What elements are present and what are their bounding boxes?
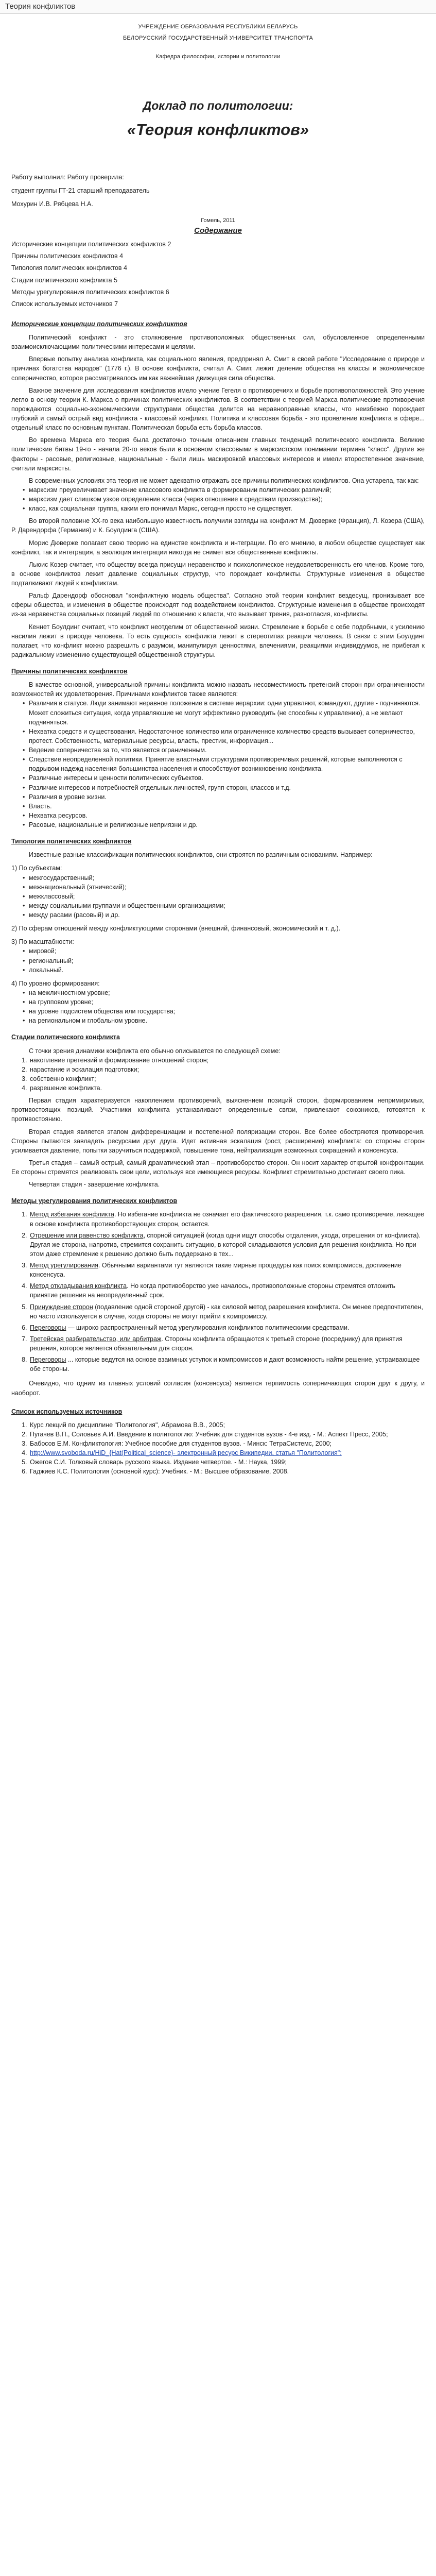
toc-item[interactable]: Стадии политического конфликта 5 bbox=[11, 276, 118, 284]
list-item: • Различные интересы и ценности политических субъектов. bbox=[23, 773, 425, 783]
group-label: 3) По масштабности: bbox=[11, 938, 74, 946]
section-heading: Типология политических конфликтов bbox=[11, 838, 132, 845]
toc-item[interactable]: Список используемых источников 7 bbox=[11, 300, 118, 308]
list-item: 1. накопление претензий и формирование отношений сторон; bbox=[29, 1056, 425, 1065]
header-block bbox=[11, 23, 425, 61]
method-name: Переговоры bbox=[30, 1356, 66, 1364]
source-link[interactable]: http://www.svoboda.ru/HiD_{Hat(Political_science}- электронный ресурс Википедии, статья "Политология"; bbox=[30, 1449, 342, 1457]
method-item bbox=[29, 1231, 425, 1259]
paragraph: Третья стадия – самый острый, самый драматический этап – противоборство сторон. Он носит характер открытой конфронтации. Ее стороны стремятся реализовать свои цели, используя все имеющиеся ресурсы. Конфликт стремительно достигает своего пика. bbox=[11, 1159, 425, 1176]
authors-line3: Мохурин И.В. Рябцева Н.А. bbox=[11, 200, 93, 208]
method-item bbox=[29, 1261, 425, 1279]
method-text: ... которые ведутся на основе взаимных уступок и компромиссов и дают возможность найти решение, устраивающее обе стороны. bbox=[30, 1356, 420, 1373]
paragraph: Морис Дюверже полагает свою теорию на единстве конфликта и интеграции. По его мнению, в любом обществе существует как конфликт, так и интеграция, а эволюция интеграции никогда не снимет все общественные конфликты. bbox=[11, 539, 425, 556]
list-item: • региональный; bbox=[23, 956, 425, 965]
list-item: • Расовые, национальные и религиозные неприязни и др. bbox=[23, 820, 425, 829]
list-item: • на групповом уровне; bbox=[23, 997, 425, 1007]
list-item: • класс, как социальная группа, каким его понимал Маркс, сегодня просто не существует. bbox=[23, 504, 425, 513]
toc-item[interactable]: Причины политических конфликтов 4 bbox=[11, 252, 124, 260]
source-item: 2. Пугачев В.П., Соловьев А.И. Введение в политологию: Учебник для студентов вузов - 4-е изд. - М.: Аспект Пресс, 2005; bbox=[29, 1430, 425, 1439]
toc-item[interactable]: Типология политических конфликтов 4 bbox=[11, 264, 127, 272]
department-line: Кафедра философии, истории и политологии bbox=[155, 53, 281, 60]
paragraph: Во второй половине XX-го века наибольшую известность получили взгляды на конфликт М. Дюверже (Франция), Л. Козера (США), Р. Дарендорфа (Германия) и К. Боулдинга (США). bbox=[11, 517, 425, 534]
bullet-list bbox=[11, 699, 425, 829]
section-heading: Стадии политического конфликта bbox=[11, 1033, 120, 1041]
paragraph: Льюис Козер считает, что обществу всегда присущи неравенство и психологическое неудовлетворенность его членов. Кроме того, в основе конфликтов лежит давление социальных структур, что порождает конфликты. Структурные изменения в обществе подталкивают людей к конфликтам. bbox=[11, 561, 425, 587]
source-item bbox=[29, 1448, 425, 1458]
method-name: Метод откладывания конфликта bbox=[30, 1282, 127, 1290]
paragraph: С точки зрения динамики конфликта его обычно описывается по следующей схеме: bbox=[29, 1047, 281, 1055]
list-item: • на уровне подсистем общества или государства; bbox=[23, 1007, 425, 1016]
authors-block bbox=[11, 173, 425, 209]
university-line: БЕЛОРУССКИЙ ГОСУДАРСТВЕННЫЙ УНИВЕРСИТЕТ ТРАНСПОРТА bbox=[123, 35, 313, 41]
list-item: • марксизм дает слишком узкое определение класса (через отношение к средствам производства); bbox=[23, 495, 425, 504]
method-item bbox=[29, 1323, 425, 1332]
list-item: 4. разрешение конфликта. bbox=[29, 1083, 425, 1093]
method-text: — широко распространенный метод урегулирования конфликтов политическими средствами. bbox=[66, 1324, 350, 1331]
list-item: • на региональном и глобальном уровне. bbox=[23, 1016, 425, 1025]
method-item bbox=[29, 1334, 425, 1353]
method-item bbox=[29, 1210, 425, 1228]
section-heading: Причины политических конфликтов bbox=[11, 668, 128, 675]
list-item: • Различия в уровне жизни. bbox=[23, 792, 425, 802]
list-item: • Различие интересов и потребностей отдельных личностей, групп-сторон, классов и т.д. bbox=[23, 783, 425, 792]
paragraph: В качестве основной, универсальной причины конфликта можно назвать несовместимость претензий сторон при ограниченности возможностей их удовлетворения. Причинами конфликтов также являются: bbox=[11, 681, 425, 698]
report-title-line1: Доклад по политологии: bbox=[143, 98, 293, 112]
paragraph: Четвертая стадия - завершение конфликта. bbox=[29, 1181, 160, 1189]
authors-line2: студент группы ГТ-21 старший преподаватель bbox=[11, 187, 150, 195]
source-item: 1. Курс лекций по дисциплине "Политология", Абрамова В.В., 2005; bbox=[29, 1420, 425, 1430]
list-item: • локальный. bbox=[23, 965, 425, 975]
list-item: • Различия в статусе. Люди занимают неравное положение в системе иерархии: одни управляют, командуют, другие - подчиняются. Может сложиться ситуация, когда управляющие не могут эффективно руководить (не способны к управлению), а не желают подчиняться. bbox=[23, 699, 425, 726]
method-name: Метод избегания конфликта bbox=[30, 1211, 114, 1218]
list-item: • межклассовый; bbox=[23, 892, 425, 901]
paragraph: Впервые попытку анализа конфликта, как социального явления, предпринял А. Смит в своей работе "Исследование о природе и причинах богатства народов" (1776 г.). В основе конфликта, считал А. Смит, лежит деление общества на классы и экономическое соперничество, которое рассматривалось им как важнейшая движущая сила общества. bbox=[11, 355, 425, 382]
list-item: • Ведение соперничества за то, что является ограниченным. bbox=[23, 745, 425, 755]
list-item: • межнациональный (этнический); bbox=[23, 883, 425, 892]
paragraph: Вторая стадия является этапом дифференциации и постепенной поляризации сторон. Все более обостряются противоречия. Стороны пытаются завладеть ресурсами друг друга. Идет активная эскалация (рост, расширение) конфликта: со стороны сторон усиливается давление, попытки заручиться поддержкой, повышение тона, нейтрализация возможных сокращений и консенсуса. bbox=[11, 1128, 425, 1154]
paragraph: Кеннет Боулдинг считает, что конфликт неотделим от общественной жизни. Стремление к борьбе с себе подобными, к усилению насилия лежит в природе человека. То есть сущность конфликта лежит в стереотипах реакции человека. В связи с этим Боулдинг полагает, что конфликт можно разрешить с разумом, манипулируя ценностями, влечениями, реакциями индивидуумов, не прибегая к радикальному изменению существующей общественной структуры. bbox=[11, 623, 425, 658]
paragraph: Ральф Дарендорф обосновал "конфликтную модель общества". Согласно этой теории конфликт вездесущ, пронизывает все сферы общества, и изменения в обществе происходят под воздействием конфликтов. Структурные изменения в обществе происходят из-за неравенства социальных позиций людей по отношению к власти, что вызывает трения, разногласия, конфликты. bbox=[11, 592, 425, 618]
method-name: Переговоры bbox=[30, 1324, 66, 1331]
list-item: • мировой; bbox=[23, 946, 425, 956]
city-year: Гомель, 2011 bbox=[201, 217, 235, 224]
list-item: • Следствие неопределенной политики. Принятие властными структурами противоречивых решений, которые выполняются с подрывом надежд населения большинства населения и способствуют возникновению конфликта. bbox=[23, 755, 425, 773]
method-text: . Но избегание конфликта не означает его фактического разрешения, т.к. само противоречие, лежащее в основе конфликта противоборствующих сторон, остается. bbox=[30, 1211, 424, 1228]
bullet-list bbox=[11, 485, 425, 513]
paragraph: Во времена Маркса его теория была достаточно точным описанием главных тенденций политического конфликта. Великие политические битвы 19-го - начала 20-го веков были в основном классовыми в марксистском понимании термина "класс". Другие же факторы - расовые, религиозные, национальные - были лишь маскировкой классовых интересов и имели второстепенное значение, считали марксисты. bbox=[11, 436, 425, 472]
report-title-line2: «Теория конфликтов» bbox=[127, 121, 309, 139]
method-text: , спорной ситуацией (когда одни ищут способы отдаления, ухода, отрешения от конфликта). Другая же сторона, напротив, стремится сохранить ситуацию, в которой складываются условия для решения конфликта. Но при этом даже стремление к решению должно быть поддержано в тех... bbox=[30, 1231, 421, 1258]
section-heading: Методы урегулирования политических конфликтов bbox=[11, 1197, 178, 1205]
list-item: • марксизм преувеличивает значение классового конфликта в формировании политических различий; bbox=[23, 485, 425, 495]
method-text: . Обычными вариантами тут являются такие мирные процедуры как поиск компромисса, достижение консенсуса. bbox=[30, 1262, 402, 1279]
paragraph: Первая стадия характеризуется накоплением противоречий, выяснением позиций сторон, формированием непримиримых, противостоящих позиций. Участники конфликта устанавливают определенные связи, привлекают союзников, готовятся к противостоянию. bbox=[11, 1097, 425, 1123]
authors-line1: Работу выполнил: Работу проверила: bbox=[11, 174, 124, 181]
toc-title: Содержание bbox=[194, 226, 242, 235]
method-name: Принуждение сторон bbox=[30, 1303, 93, 1311]
method-text: . Но когда противоборство уже началось, противоположные стороны стремятся отложить принятие решения на неопределенный срок. bbox=[30, 1282, 395, 1299]
method-name: Отрешение или равенство конфликта bbox=[30, 1231, 144, 1239]
list-item: • между расами (расовый) и др. bbox=[23, 910, 425, 920]
table-of-contents bbox=[11, 240, 425, 309]
method-item bbox=[29, 1302, 425, 1321]
source-item: 6. Гаджиев К.С. Политология (основной курс): Учебник. - М.: Высшее образование, 2008. bbox=[29, 1467, 425, 1476]
title-bar bbox=[0, 0, 436, 14]
paragraph: Важное значение для исследования конфликтов имело учение Гегеля о противоречиях и борьбе противоположностей. Это учение легло в основу теории К. Маркса о причинах политических конфликтов. В соответствии с теорией Маркса политические противоречия порождаются социально-экономическими структурами общества делится на неравноправные классы, что неизбежно порождает глубокий и самый острый вид конфликта - классовый конфликт. Политика и классовая борьба - это проявление конфликта в сфере... отдельный класс по основным пунктам. Политическая борьба есть борьба классов. bbox=[11, 386, 425, 432]
method-text: (подавление одной стороной другой) - как силовой метод разрешения конфликта. Он менее предпочтителен, но часто используется в случае, когда стороны не могут прийти к компромиссу. bbox=[30, 1303, 423, 1320]
group-label: 2) По сферам отношений между конфликтующими сторонами (внешний, финансовый, экономический и т. д.). bbox=[11, 925, 341, 933]
list-item: • межгосударственный; bbox=[23, 873, 425, 883]
method-name: Метод урегулирования bbox=[30, 1262, 98, 1269]
method-name: Третейская разбирательство, или арбитраж bbox=[30, 1335, 162, 1343]
group-label: 1) По субъектам: bbox=[11, 865, 62, 872]
sources-list bbox=[11, 1420, 425, 1477]
numbered-list bbox=[11, 1056, 425, 1093]
group-label: 4) По уровню формирования: bbox=[11, 979, 100, 987]
paragraph: Очевидно, что одним из главных условий согласия (консенсуса) является терпимость соперничающих сторон друг к другу, и наоборот. bbox=[11, 1380, 425, 1397]
bullet-list bbox=[11, 873, 425, 920]
document-body bbox=[0, 14, 436, 1477]
list-item: 2. нарастание и эскалация подготовки; bbox=[29, 1065, 425, 1074]
section-heading: Список используемых источников bbox=[11, 1408, 123, 1415]
list-item: • на межличностном уровне; bbox=[23, 988, 425, 997]
list-item: 3. собственно конфликт; bbox=[29, 1074, 425, 1083]
source-item: 5. Ожегов С.И. Толковый словарь русского языка. Издание четвертое. - М.: Наука, 1999; bbox=[29, 1458, 425, 1467]
section-heading: Исторические концепции политических конфликтов bbox=[11, 320, 187, 328]
document-title: Теория конфликтов bbox=[5, 2, 76, 11]
bullet-list bbox=[11, 988, 425, 1026]
paragraph: Известные разные классификации политических конфликтов, они строятся по различным основаниям. Например: bbox=[29, 851, 373, 859]
paragraph: В современных условиях эта теория не может адекватно отражать все причины политических конфликтов. Она устарела, так как: bbox=[29, 477, 419, 484]
method-item bbox=[29, 1355, 425, 1374]
toc-item[interactable]: Исторические концепции политических конфликтов 2 bbox=[11, 241, 171, 248]
method-text: . Стороны конфликта обращаются к третьей стороне (посреднику) для принятия решения, которое является обязательным для сторон. bbox=[30, 1335, 403, 1352]
list-item: • Власть. bbox=[23, 802, 425, 811]
method-item bbox=[29, 1281, 425, 1300]
list-item: • Нехватка средств и существования. Недостаточное количество или ограниченное количество средств вызывает соперничество, протест. Собственность, материальные ресурсы, власть, престиж, информация... bbox=[23, 727, 425, 745]
list-item: • Нехватка ресурсов. bbox=[23, 811, 425, 820]
source-item: 3. Бабосов Е.М. Конфликтология: Учебное пособие для студентов вузов. - Минск: ТетраСистемс, 2000; bbox=[29, 1439, 425, 1448]
list-item: • между социальными группами и общественными организациями; bbox=[23, 901, 425, 910]
ministry-line: УЧРЕЖДЕНИЕ ОБРАЗОВАНИЯ РЕСПУБЛИКИ БЕЛАРУСЬ bbox=[138, 24, 298, 30]
bullet-list bbox=[11, 946, 425, 974]
toc-item[interactable]: Методы урегулирования политических конфликтов 6 bbox=[11, 288, 169, 296]
methods-list bbox=[11, 1210, 425, 1374]
paragraph: Политический конфликт - это столкновение противоположных общественных сил, обусловленное определенными взаимоисключающими политическими интересами и целями. bbox=[11, 334, 425, 351]
